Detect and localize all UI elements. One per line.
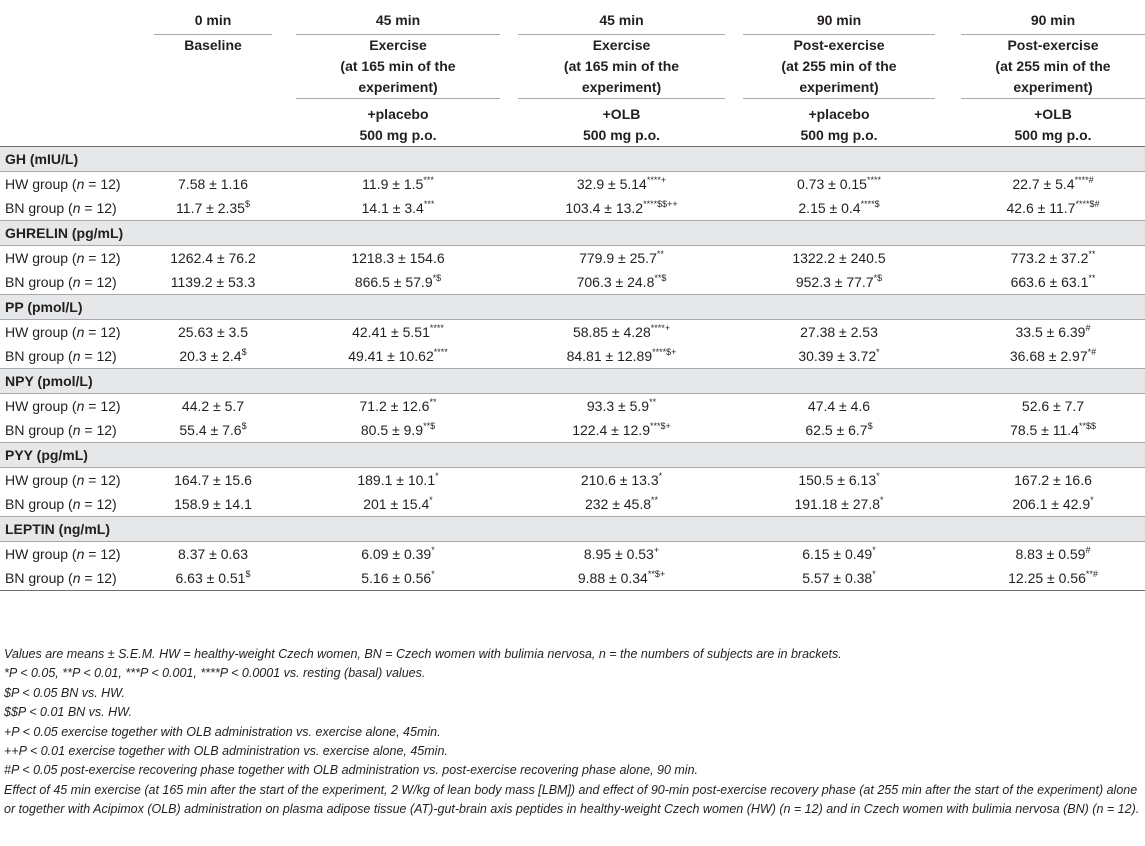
row-label-text: HW group ( — [5, 176, 77, 192]
table-cell — [278, 492, 500, 517]
significance-marker: **** — [429, 323, 444, 333]
row-label-text: = 12) — [84, 324, 121, 340]
row-label — [0, 468, 148, 493]
cell-value: 55.4 ± 7.6 — [179, 422, 242, 438]
cell-value: 210.6 ± 13.3 — [580, 472, 659, 488]
table-cell — [725, 270, 935, 295]
header-condition-row — [0, 35, 1145, 98]
table-cell — [500, 344, 725, 369]
table-row — [0, 418, 1145, 443]
row-label-text: = 12) — [80, 422, 117, 438]
cell-value: 201 ± 15.4 — [363, 496, 430, 512]
significance-marker: $ — [241, 421, 247, 431]
row-label-text: = 12) — [80, 274, 117, 290]
significance-marker: * — [435, 471, 439, 481]
cell-value: 71.2 ± 12.6 — [359, 398, 430, 414]
header-condition-cell — [725, 35, 935, 98]
cell-value: 191.18 ± 27.8 — [794, 496, 880, 512]
cell-value: 42.41 ± 5.51 — [352, 324, 430, 340]
section-title: GH (mIU/L) — [0, 147, 1145, 172]
cell-value: 1322.2 ± 240.5 — [792, 250, 886, 266]
table-cell — [725, 542, 935, 567]
cell-value: 32.9 ± 5.14 — [576, 176, 647, 192]
row-label-text: HW group ( — [5, 398, 77, 414]
significance-marker: $ — [245, 569, 251, 579]
cell-value: 49.41 ± 10.62 — [348, 348, 434, 364]
cell-value: 11.9 ± 1.5 — [362, 176, 424, 192]
cell-value: 11.7 ± 2.35 — [176, 200, 245, 216]
significance-marker: ** — [1088, 249, 1096, 259]
table-cell — [500, 172, 725, 197]
table-cell — [935, 566, 1145, 591]
header-dose-cell — [725, 98, 935, 146]
cell-value: 1218.3 ± 154.6 — [351, 250, 445, 266]
table-cell — [278, 542, 500, 567]
table-cell — [148, 566, 278, 591]
table-cell — [500, 468, 725, 493]
cell-value: 47.4 ± 4.6 — [807, 398, 871, 414]
footnote-p-star: *P < 0.05, **P < 0.01, ***P < 0.001, ****P < 0.0001 vs. resting (basal) values. — [4, 666, 426, 681]
row-label-text: BN group ( — [5, 570, 73, 586]
row-label-n: n — [76, 472, 85, 488]
table-cell — [278, 320, 500, 345]
significance-marker: * — [1090, 495, 1094, 505]
table-cell — [500, 542, 725, 567]
footnote-p-plus: +P < 0.05 exercise together with OLB administration vs. exercise alone, 45min. — [4, 724, 441, 739]
table-cell — [278, 566, 500, 591]
table-cell — [725, 418, 935, 443]
header-dose-row — [0, 98, 1145, 146]
condition-line: Exercise — [592, 37, 651, 53]
section-title: PYY (pg/mL) — [0, 443, 1145, 468]
row-label-text: BN group ( — [5, 274, 73, 290]
row-label-text: HW group ( — [5, 546, 77, 562]
footnote-p-plus2: ++P < 0.01 exercise together with OLB administration vs. exercise alone, 45min. — [4, 744, 448, 759]
cell-value: 189.1 ± 10.1 — [357, 472, 436, 488]
row-label — [0, 246, 148, 271]
row-label-text: HW group ( — [5, 250, 77, 266]
row-label — [0, 344, 148, 369]
dose-line: +placebo — [808, 106, 870, 122]
significance-marker: ** — [649, 397, 657, 407]
table-cell — [148, 270, 278, 295]
dose-line: 500 mg p.o. — [800, 127, 878, 143]
table-cell — [935, 344, 1145, 369]
significance-marker: ****+ — [646, 175, 667, 185]
significance-marker: **$ — [654, 273, 667, 283]
table-cell — [278, 394, 500, 419]
significance-marker: ** — [656, 249, 664, 259]
table-row — [0, 172, 1145, 197]
significance-marker: ****$ — [860, 199, 880, 209]
section-title: LEPTIN (ng/mL) — [0, 517, 1145, 542]
cell-value: 62.5 ± 6.7 — [805, 422, 868, 438]
significance-marker: **# — [1085, 569, 1098, 579]
table-row — [0, 246, 1145, 271]
table-cell — [500, 270, 725, 295]
row-label-text: = 12) — [84, 250, 121, 266]
table-row — [0, 492, 1145, 517]
time-label: 90 min — [743, 6, 935, 35]
row-label-text: = 12) — [80, 348, 117, 364]
cell-value: 663.6 ± 63.1 — [1010, 274, 1089, 290]
row-label-text: HW group ( — [5, 324, 77, 340]
header-corner — [0, 35, 148, 98]
cell-value: 5.57 ± 0.38 — [802, 570, 873, 586]
section-header-row — [0, 295, 1145, 320]
table-cell — [725, 394, 935, 419]
table-cell — [278, 270, 500, 295]
significance-marker: ****# — [1074, 175, 1094, 185]
table-cell — [148, 320, 278, 345]
table-footnotes — [4, 645, 1142, 820]
table-cell — [148, 196, 278, 221]
condition-line: Post-exercise — [1007, 37, 1099, 53]
table-cell — [935, 320, 1145, 345]
significance-marker: ***$+ — [649, 421, 671, 431]
table-cell — [500, 246, 725, 271]
cell-value: 206.1 ± 42.9 — [1012, 496, 1091, 512]
cell-value: 5.16 ± 0.56 — [361, 570, 432, 586]
cell-value: 103.4 ± 13.2 — [565, 200, 644, 216]
table-cell — [935, 542, 1145, 567]
cell-value: 150.5 ± 6.13 — [798, 472, 877, 488]
peptide-table — [0, 6, 1145, 591]
table-cell — [500, 492, 725, 517]
header-time-cell — [500, 6, 725, 35]
significance-marker: ****+ — [650, 323, 670, 333]
significance-marker: **** — [433, 347, 448, 357]
row-label-n: n — [76, 398, 85, 414]
cell-value: 706.3 ± 24.8 — [576, 274, 655, 290]
row-label-n: n — [72, 348, 81, 364]
row-label-n: n — [72, 570, 81, 586]
row-label-text: = 12) — [84, 398, 121, 414]
cell-value: 6.63 ± 0.51 — [175, 570, 246, 586]
cell-value: 6.15 ± 0.49 — [802, 546, 873, 562]
cell-value: 27.38 ± 2.53 — [800, 324, 878, 340]
significance-marker: $ — [241, 347, 247, 357]
table-cell — [935, 468, 1145, 493]
cell-value: 12.25 ± 0.56 — [1008, 570, 1086, 586]
table-cell — [500, 418, 725, 443]
table-cell — [935, 394, 1145, 419]
significance-marker: ****$# — [1075, 199, 1100, 209]
section-title: NPY (pmol/L) — [0, 369, 1145, 394]
row-label-n: n — [76, 176, 85, 192]
header-corner — [0, 98, 148, 146]
header-dose-cell — [935, 98, 1145, 146]
significance-marker: * — [876, 471, 880, 481]
condition-line: experiment) — [358, 79, 438, 95]
cell-value: 6.09 ± 0.39 — [361, 546, 432, 562]
table-cell — [935, 246, 1145, 271]
row-label-n: n — [72, 496, 81, 512]
significance-marker: **$+ — [647, 569, 666, 579]
cell-value: 7.58 ± 1.16 — [178, 176, 248, 192]
condition-line: experiment) — [1013, 79, 1093, 95]
significance-marker: ** — [1088, 273, 1096, 283]
table-cell — [278, 344, 500, 369]
significance-marker: # — [1085, 545, 1091, 555]
header-condition-cell — [500, 35, 725, 98]
cell-value: 33.5 ± 6.39 — [1015, 324, 1086, 340]
significance-marker: *$ — [873, 273, 883, 283]
condition-line: (at 165 min of the — [563, 58, 680, 74]
significance-marker: $ — [244, 199, 250, 209]
cell-value: 1139.2 ± 53.3 — [170, 274, 256, 290]
table-cell — [725, 246, 935, 271]
section-header-row — [0, 517, 1145, 542]
cell-value: 779.9 ± 25.7 — [579, 250, 657, 266]
significance-marker: **** — [866, 175, 881, 185]
cell-value: 952.3 ± 77.7 — [795, 274, 874, 290]
section-header-row — [0, 221, 1145, 246]
significance-marker: *# — [1087, 347, 1097, 357]
cell-value: 25.63 ± 3.5 — [178, 324, 248, 340]
header-time-row — [0, 6, 1145, 35]
cell-value: 52.6 ± 7.7 — [1021, 398, 1085, 414]
table-cell — [278, 172, 500, 197]
cell-value: 164.7 ± 15.6 — [174, 472, 252, 488]
dose-line: +OLB — [602, 106, 641, 122]
table-caption: Effect of 45 min exercise (at 165 min after the start of the experiment, 2 W/kg of lean body mass [LBM]) and effect of 90-min post-exercise recovery phase (at 255 min after the start of the experiment) alone or together with Acipimox (OLB) administration on plasma adipose tissue (AT)-gut-brain axis peptides in healthy-weight Czech women (HW) (n = 12) and in Czech women with bulimia nervosa (BN) (n = 12). — [4, 782, 1140, 817]
table-cell — [725, 196, 935, 221]
table-cell — [278, 196, 500, 221]
significance-marker: # — [1085, 323, 1091, 333]
table-cell — [725, 468, 935, 493]
significance-marker: * — [880, 495, 884, 505]
cell-value: 122.4 ± 12.9 — [572, 422, 650, 438]
row-label-text: BN group ( — [5, 348, 73, 364]
table-row — [0, 344, 1145, 369]
condition-line: Baseline — [184, 37, 242, 53]
cell-value: 1262.4 ± 76.2 — [170, 250, 256, 266]
footnote-p-dollar: $P < 0.05 BN vs. HW. — [4, 685, 125, 700]
cell-value: 20.3 ± 2.4 — [179, 348, 242, 364]
table-cell — [725, 320, 935, 345]
time-label: 45 min — [296, 6, 500, 35]
condition-line: Exercise — [369, 37, 427, 53]
significance-marker: *** — [423, 175, 434, 185]
cell-value: 58.85 ± 4.28 — [572, 324, 651, 340]
table-cell — [725, 344, 935, 369]
cell-value: 14.1 ± 3.4 — [361, 200, 424, 216]
dose-line: 500 mg p.o. — [1014, 127, 1092, 143]
row-label-text: = 12) — [84, 546, 121, 562]
cell-value: 36.68 ± 2.97 — [1009, 348, 1088, 364]
significance-marker: *$ — [432, 273, 442, 283]
cell-value: 93.3 ± 5.9 — [586, 398, 650, 414]
table-row — [0, 394, 1145, 419]
cell-value: 8.83 ± 0.59 — [1015, 546, 1086, 562]
table-cell — [148, 418, 278, 443]
row-label — [0, 196, 148, 221]
significance-marker: * — [872, 569, 876, 579]
section-header-row — [0, 369, 1145, 394]
dose-line: 500 mg p.o. — [582, 127, 661, 143]
header-condition-cell — [278, 35, 500, 98]
row-label — [0, 418, 148, 443]
row-label-text: BN group ( — [5, 422, 73, 438]
table-body — [0, 6, 1145, 591]
table-cell — [725, 566, 935, 591]
table-cell — [148, 492, 278, 517]
condition-line: experiment) — [799, 79, 879, 95]
table-cell — [278, 418, 500, 443]
significance-marker: **$$ — [1078, 421, 1096, 431]
table-cell — [935, 196, 1145, 221]
table-cell — [935, 172, 1145, 197]
row-label-n: n — [72, 274, 81, 290]
significance-marker: + — [653, 545, 660, 555]
row-label — [0, 492, 148, 517]
row-label — [0, 320, 148, 345]
cell-value: 42.6 ± 11.7 — [1006, 200, 1076, 216]
time-label: 45 min — [518, 6, 725, 35]
significance-marker: ****$$++ — [643, 199, 678, 209]
significance-marker: **$ — [423, 421, 436, 431]
section-title: PP (pmol/L) — [0, 295, 1145, 320]
header-condition-cell — [148, 35, 278, 98]
significance-marker: * — [431, 545, 435, 555]
table-cell — [148, 394, 278, 419]
cell-value: 158.9 ± 14.1 — [174, 496, 252, 512]
row-label-n: n — [76, 324, 85, 340]
condition-line: (at 255 min of the — [781, 58, 897, 74]
section-title: GHRELIN (pg/mL) — [0, 221, 1145, 246]
table-cell — [500, 394, 725, 419]
cell-value: 80.5 ± 9.9 — [360, 422, 424, 438]
condition-line: (at 255 min of the — [995, 58, 1111, 74]
header-time-cell — [935, 6, 1145, 35]
row-label-text: = 12) — [84, 176, 121, 192]
dose-line: +placebo — [367, 106, 429, 122]
table-cell — [278, 246, 500, 271]
significance-marker: *** — [423, 199, 435, 209]
row-label-text: BN group ( — [5, 496, 73, 512]
row-label-n: n — [72, 422, 81, 438]
header-dose-cell — [148, 98, 278, 146]
header-time-cell — [725, 6, 935, 35]
footnote-values: Values are means ± S.E.M. HW = healthy-weight Czech women, BN = Czech women with bulimia nervosa, n = the numbers of subjects are in brackets. — [4, 647, 842, 661]
header-dose-cell — [500, 98, 725, 146]
section-header-row — [0, 443, 1145, 468]
section-header-row — [0, 147, 1145, 172]
row-label — [0, 566, 148, 591]
row-label-n: n — [76, 250, 85, 266]
row-label-text: = 12) — [80, 570, 117, 586]
row-label — [0, 394, 148, 419]
table-row — [0, 196, 1145, 221]
significance-marker: * — [431, 569, 435, 579]
cell-value: 167.2 ± 16.6 — [1014, 472, 1092, 488]
header-time-cell — [148, 6, 278, 35]
cell-value: 773.2 ± 37.2 — [1010, 250, 1089, 266]
table-cell — [500, 196, 725, 221]
condition-line: (at 165 min of the — [340, 58, 456, 74]
row-label-text: BN group ( — [5, 200, 73, 216]
table-cell — [500, 320, 725, 345]
table-cell — [725, 172, 935, 197]
footnote-p-dollar2: $$P < 0.01 BN vs. HW. — [4, 705, 132, 720]
table-cell — [148, 172, 278, 197]
table-cell — [935, 270, 1145, 295]
cell-value: 866.5 ± 57.9 — [354, 274, 433, 290]
significance-marker: ** — [651, 495, 659, 505]
table-row — [0, 270, 1145, 295]
table-cell — [148, 468, 278, 493]
condition-line: Post-exercise — [793, 37, 885, 53]
row-label — [0, 270, 148, 295]
header-condition-cell — [935, 35, 1145, 98]
cell-value: 2.15 ± 0.4 — [798, 200, 861, 216]
table-cell — [148, 344, 278, 369]
cell-value: 30.39 ± 3.72 — [798, 348, 877, 364]
footnote-p-hash: #P < 0.05 post-exercise recovering phase together with OLB administration vs. post-exercise recovering phase alone, 90 min. — [4, 763, 699, 778]
table-row — [0, 320, 1145, 345]
row-label-text: = 12) — [80, 496, 117, 512]
table-cell — [935, 418, 1145, 443]
cell-value: 22.7 ± 5.4 — [1012, 176, 1075, 192]
significance-marker: * — [876, 347, 880, 357]
cell-value: 78.5 ± 11.4 — [1010, 422, 1079, 438]
row-label-n: n — [76, 546, 85, 562]
dose-line: +OLB — [1034, 106, 1072, 122]
table-cell — [500, 566, 725, 591]
cell-value: 8.95 ± 0.53 — [583, 546, 654, 562]
cell-value: 232 ± 45.8 — [584, 496, 652, 512]
cell-value: 9.88 ± 0.34 — [577, 570, 648, 586]
cell-value: 44.2 ± 5.7 — [181, 398, 245, 414]
row-label — [0, 542, 148, 567]
row-label-text: = 12) — [80, 200, 117, 216]
row-label-text: HW group ( — [5, 472, 77, 488]
condition-line: experiment) — [581, 79, 662, 95]
header-dose-cell — [278, 98, 500, 146]
significance-marker: $ — [867, 421, 873, 431]
row-label — [0, 172, 148, 197]
table-cell — [278, 468, 500, 493]
table-cell — [148, 542, 278, 567]
row-label-n: n — [72, 200, 81, 216]
table-cell — [725, 492, 935, 517]
row-label-text: = 12) — [84, 472, 121, 488]
significance-marker: * — [429, 495, 433, 505]
significance-marker: ****$+ — [652, 347, 677, 357]
table-cell — [148, 246, 278, 271]
cell-value: 84.81 ± 12.89 — [566, 348, 653, 364]
table-row — [0, 542, 1145, 567]
header-time-cell — [278, 6, 500, 35]
dose-line: 500 mg p.o. — [359, 127, 437, 143]
significance-marker: * — [872, 545, 876, 555]
time-label: 90 min — [961, 6, 1145, 35]
time-label: 0 min — [154, 6, 272, 35]
significance-marker: ** — [429, 397, 437, 407]
cell-value: 0.73 ± 0.15 — [797, 176, 867, 192]
cell-value: 8.37 ± 0.63 — [178, 546, 248, 562]
header-corner — [0, 6, 148, 35]
table-row — [0, 468, 1145, 493]
table-cell — [935, 492, 1145, 517]
significance-marker: * — [658, 471, 663, 481]
table-row — [0, 566, 1145, 591]
